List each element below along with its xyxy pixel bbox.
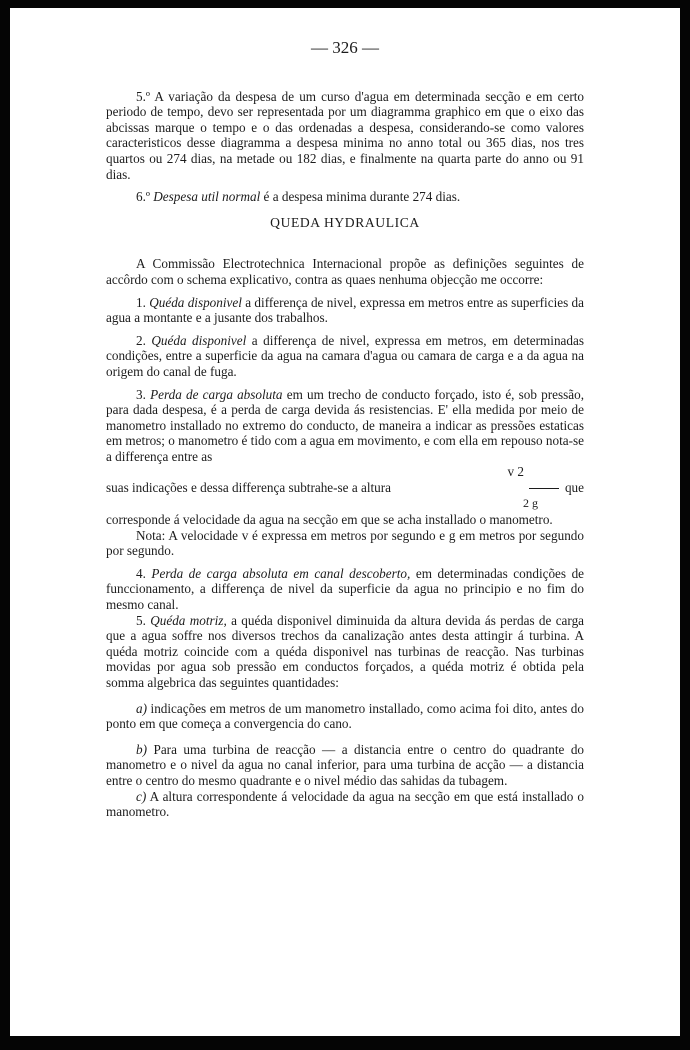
note-paragraph: Nota: A velocidade v é expressa em metros por segundo e g em metros por segundo por segundo.	[106, 527, 584, 559]
sub-item-b	[106, 742, 584, 789]
sub-label: b)	[136, 741, 147, 757]
sub-item-a	[106, 701, 584, 732]
definition-4	[106, 566, 584, 613]
paragraph-5	[106, 89, 584, 183]
definition-2	[106, 333, 584, 380]
definition-3-continued: corresponde á velocidade da agua na secção em que se acha installado o manometro.	[106, 512, 553, 528]
item-number: 1.	[136, 294, 146, 310]
definition-3	[106, 387, 584, 465]
term: Quéda disponivel	[149, 294, 242, 310]
term: Quéda disponivel	[151, 332, 247, 348]
definition-1	[106, 295, 584, 326]
definition-5	[106, 613, 584, 691]
paragraph-text: em um trecho de conducto forçado, isto é, sob pressão, para dada despesa, é a perda de carga devida ás resistencias. E' ella medida por meio de manometro installado no extremo do conducto, de maneira a indicar as pressões estaticas em metros; o manometro é tido com a agua em movimento, e com ella em repouso nota-se a differença entre as	[106, 386, 585, 464]
formula-left-text: suas indicações e dessa differença subtrahe-se a altura	[106, 480, 391, 496]
paragraph-text: em determinadas condições de funccionamento, a differença de nivel da superficie da agua no principio e no fim do mesmo canal.	[106, 565, 585, 613]
paragraph-6	[106, 189, 584, 205]
sub-text: A altura correspondente á velocidade da agua na secção em que está installado o manometro.	[106, 788, 584, 820]
sub-item-c	[106, 789, 584, 820]
intro-paragraph: A Commissão Electrotechnica Internacional propõe as definições seguintes de accôrdo com o schema explicativo, contra as quaes nenhuma objecção me occorre:	[106, 256, 584, 287]
fraction-bar	[529, 488, 559, 489]
paragraph-text: é a despesa minima durante 274 dias.	[263, 189, 461, 205]
item-number: 4.	[136, 565, 146, 581]
sub-label: c)	[136, 788, 147, 804]
sub-text: indicações em metros de um manometro installado, como acima foi dito, antes do ponto em que começa a convergencia do cano.	[106, 700, 584, 732]
document-page	[106, 40, 584, 820]
term: Quéda motriz,	[150, 612, 227, 628]
term: Perda de carga absoluta	[150, 386, 283, 402]
item-number: 2.	[136, 332, 146, 348]
sub-label: a)	[136, 700, 147, 716]
page-number: — 326 —	[311, 38, 379, 57]
term: Despesa util normal	[153, 189, 261, 205]
formula-numerator: v 2	[507, 464, 524, 480]
item-number: 5.	[136, 612, 146, 628]
sub-text: Para uma turbina de reacção — a distancia entre o centro do quadrante do manometro e o nivel da agua no canal inferior, para uma turbina de acção — a distancia entre o centro do mesmo quadrante e o nivel médio das sahidas da tubagem.	[106, 741, 585, 788]
item-number: 6.º	[136, 189, 150, 205]
term: Perda de carga absoluta em canal descoberto,	[151, 565, 411, 581]
paragraph-text: a differença de nivel, expressa em metros entre as superficies da agua a montante e a jusante dos trabalhos.	[106, 294, 585, 326]
item-number: 3.	[136, 386, 146, 402]
paragraph-text: a quéda disponivel diminuida da altura devida ás perdas de carga que a agua soffre nos diversos trechos da canalização antes desta attingir á turbina. A quéda motriz coincide com a quéda disponivel nas turbinas de reacção. Nas turbinas movidas por agua sob pressão em conductos forçados, a quéda motriz é obtida pela somma algebrica das seguintes quantidades:	[106, 612, 585, 690]
item-number: 5.º	[136, 88, 150, 104]
velocity-head-formula	[106, 464, 584, 512]
paragraph-text: a differença de nivel, expressa em metros, em determinadas condições, entre a superficie da agua na camara d'agua ou camara de carga e a da agua na origem do canal de fuga.	[106, 332, 584, 379]
formula-denominator: 2 g	[523, 496, 538, 511]
paragraph-text: A variação da despesa de um curso d'agua em determinada secção e em certo periodo de tempo, devo ser representada por um diagramma graphico em que o eixo das abcissas marque o tempo e o das ordenadas a despesa, considerando-se como valores caracteristicos desse diagramma a despesa minima no anno total ou 365 dias, nos tres quartos ou 274 dias, na metade ou 182 dias, e finalmente na quarta parte do anno ou 91 dias.	[106, 88, 584, 182]
formula-right-text: que	[564, 480, 584, 496]
section-heading: QUEDA HYDRAULICA	[270, 214, 420, 230]
